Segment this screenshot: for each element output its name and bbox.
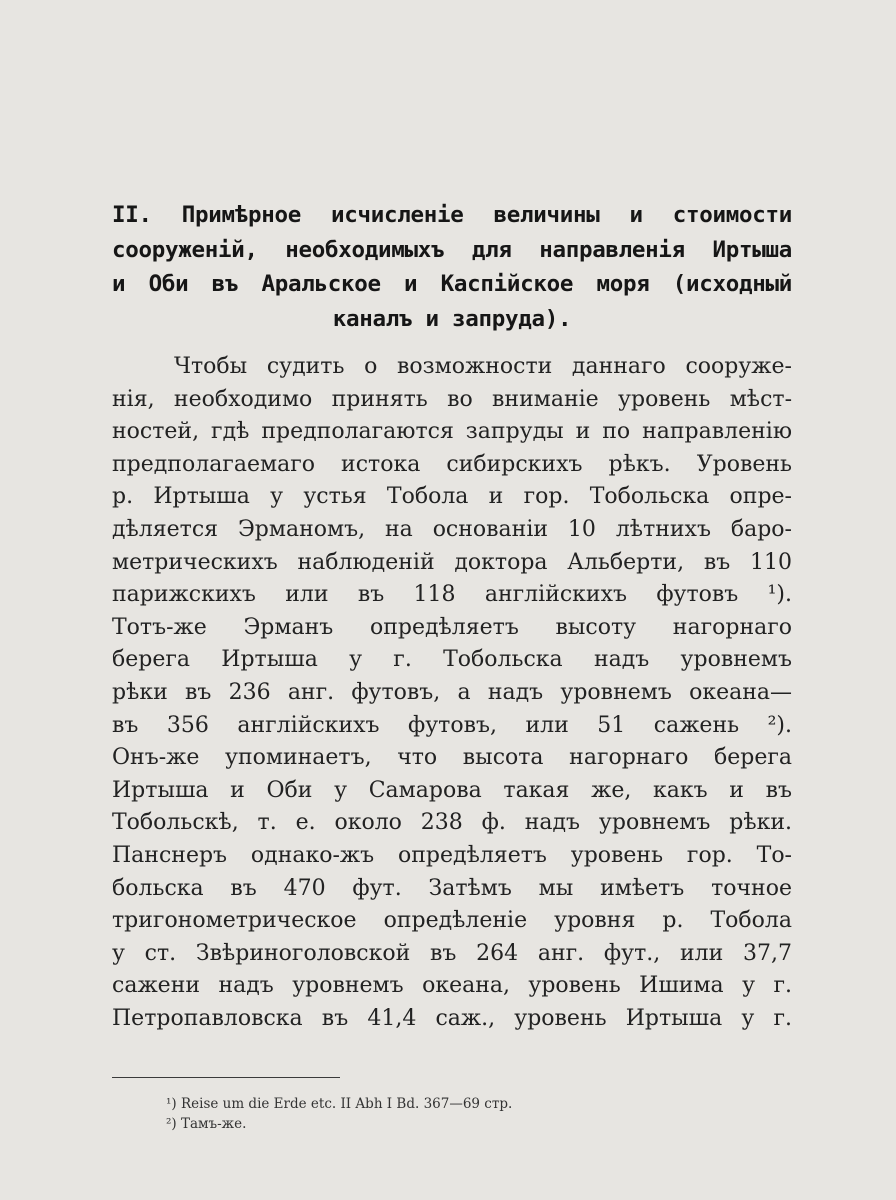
heading-line: каналъ и запруда). <box>332 305 572 332</box>
text-line: Тобольскѣ, т. е. около 238 ф. надъ уровнемъ рѣки. <box>112 810 792 836</box>
text-line: Чтобы судить о возможности даннаго сооруже- <box>174 354 792 379</box>
text-line: Петропавловска въ 41,4 саж., уровень Иртыша у г. <box>112 1005 792 1031</box>
footnote-divider <box>112 1077 340 1078</box>
text-line: метрическихъ наблюденій доктора Альберти, въ 110 <box>112 549 792 575</box>
text-line: предполагаемаго истока сибирскихъ рѣкъ. Уровень <box>112 451 792 477</box>
text-line: ностей, гдѣ предполагаются запруды и по направленію <box>112 419 792 445</box>
text-line: тригонометрическое опредѣленіе уровня р. Тобола <box>112 908 792 934</box>
body-text <box>112 351 792 1035</box>
text-line: Панснеръ однако-жъ опредѣляетъ уровень гор. То- <box>112 842 792 868</box>
text-line: Тотъ-же Эрманъ опредѣляетъ высоту нагорнаго <box>112 614 792 640</box>
text-line: рѣки въ 236 анг. футовъ, а надъ уровнемъ океана— <box>112 679 792 705</box>
text-line: сажени надъ уровнемъ океана, уровень Ишима у г. <box>112 973 792 999</box>
text-line: дѣляется Эрманомъ, на основаніи 10 лѣтнихъ баро- <box>112 516 792 542</box>
text-line: нія, необходимо принять во вниманіе уровень мѣст- <box>112 386 792 412</box>
footnotes <box>166 1094 512 1134</box>
heading-line: II. Примѣрное исчисленіе величины и стоимости <box>112 202 792 228</box>
heading-line: сооруженій, необходимыхъ для направленія Иртыша <box>112 236 792 263</box>
text-line: р. Иртыша у устья Тобола и гор. Тобольска опре- <box>112 484 792 510</box>
heading-line: и Оби въ Аральское и Каспійское моря (исходный <box>112 271 792 297</box>
footnote-1: ¹) Reise um die Erde etc. II Abh I Bd. 367—69 стр. <box>166 1096 513 1112</box>
text-line: Онъ-же упоминаетъ, что высота нагорнаго берега <box>112 745 792 771</box>
text-line: парижскихъ или въ 118 англійскихъ футовъ ¹). <box>112 582 792 608</box>
footnote-2: ²) Тамъ-же. <box>166 1116 247 1132</box>
text-line: берега Иртыша у г. Тобольска надъ уровнемъ <box>112 647 792 673</box>
section-heading <box>112 198 792 336</box>
text-line: Иртыша и Оби у Самарова такая же, какъ и въ <box>112 777 792 803</box>
text-line: въ 356 англійскихъ футовъ, или 51 сажень ²). <box>112 712 792 738</box>
text-line: больска въ 470 фут. Затѣмъ мы имѣетъ точное <box>112 875 792 901</box>
text-line: у ст. Звѣриноголовской въ 264 анг. фут., или 37,7 <box>112 940 792 966</box>
